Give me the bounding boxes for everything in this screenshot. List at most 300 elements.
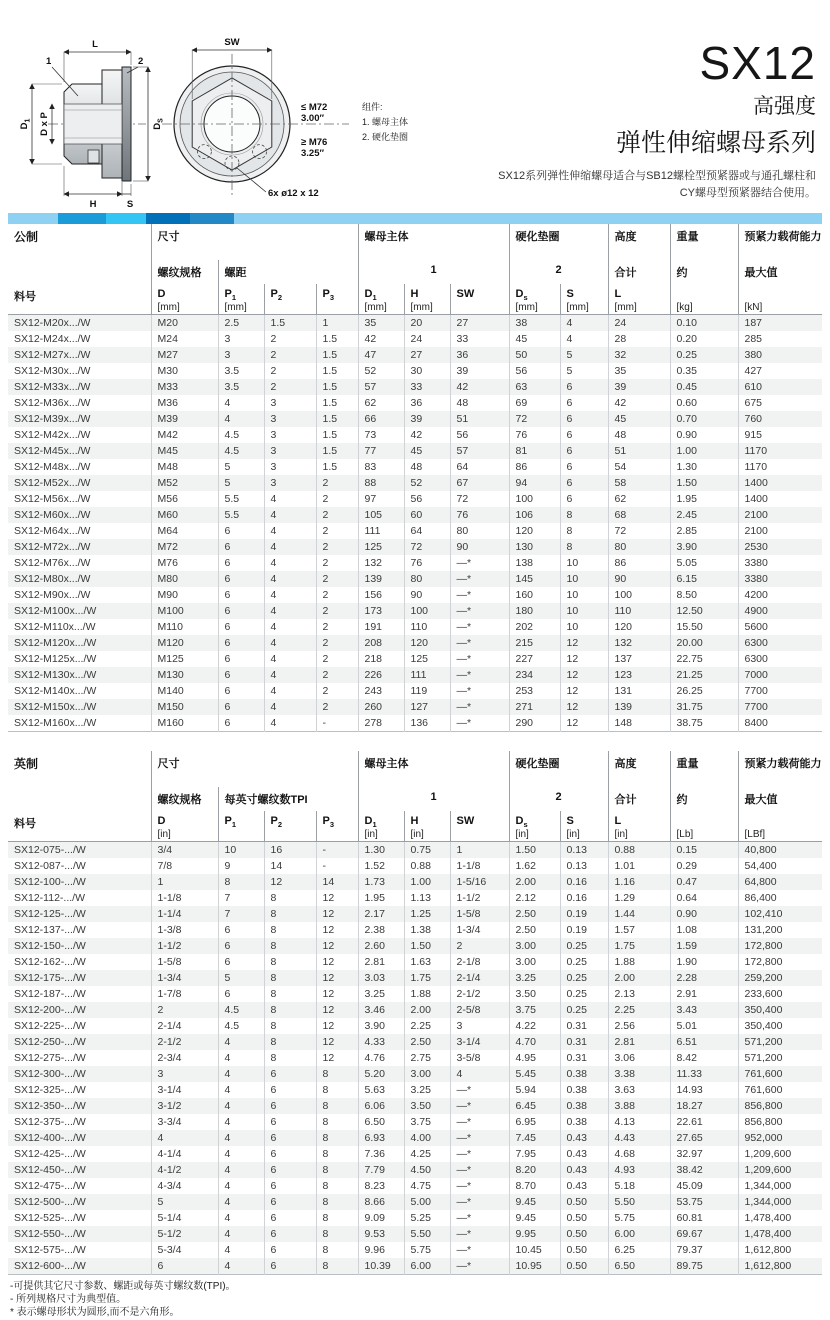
part-number-cell: SX12-100-.../W [14, 875, 86, 888]
value-cell: 3.25 [404, 1082, 450, 1098]
part-number-cell: SX12-375-.../W [14, 1115, 86, 1128]
value-cell: 4 [218, 1258, 264, 1275]
table-row [8, 443, 822, 459]
part-number-cell: SX12-M125x.../W [14, 652, 97, 665]
value-cell: 1.88 [404, 986, 450, 1002]
value-cell: 90 [608, 571, 670, 587]
value-cell: 45 [608, 411, 670, 427]
value-cell: 6 [218, 922, 264, 938]
value-cell: 102,410 [738, 906, 822, 922]
value-cell: 5.5 [218, 507, 264, 523]
value-cell: 1,344,000 [738, 1178, 822, 1194]
value-cell: 125 [404, 651, 450, 667]
value-cell: 100 [509, 491, 560, 507]
value-cell: 72 [450, 491, 509, 507]
value-cell: 32.97 [670, 1146, 738, 1162]
value-cell: 4 [450, 1066, 509, 1082]
value-cell: 4 [264, 683, 316, 699]
value-cell: 6300 [738, 651, 822, 667]
table-row [8, 1114, 822, 1130]
metric-table [8, 224, 822, 732]
value-cell: 2 [316, 619, 358, 635]
value-cell: 5 [151, 1194, 218, 1210]
page-header [0, 0, 830, 213]
value-cell: 132 [358, 555, 404, 571]
value-cell: 120 [404, 635, 450, 651]
value-cell: 31.75 [670, 699, 738, 715]
col-header-SW: SW [450, 811, 509, 842]
value-cell: 8.70 [509, 1178, 560, 1194]
value-cell: 1.5 [316, 395, 358, 411]
table-row [8, 1130, 822, 1146]
value-cell: 9.45 [509, 1194, 560, 1210]
imperial-table [8, 751, 822, 1275]
value-cell: 4 [218, 1082, 264, 1098]
value-cell: 6 [264, 1178, 316, 1194]
value-cell: 1.75 [608, 938, 670, 954]
value-cell: 1.95 [358, 890, 404, 906]
value-cell: 88 [358, 475, 404, 491]
value-cell: 90 [450, 539, 509, 555]
group-tpi: 每英寸螺纹数TPI [218, 787, 358, 811]
value-cell: M100 [151, 603, 218, 619]
value-cell: 60.81 [670, 1210, 738, 1226]
value-cell: 1,612,800 [738, 1258, 822, 1275]
value-cell: 15.50 [670, 619, 738, 635]
value-cell: 4.76 [358, 1050, 404, 1066]
value-cell: 2.60 [358, 938, 404, 954]
value-cell: —* [450, 1162, 509, 1178]
value-cell: 12 [316, 1034, 358, 1050]
value-cell: 4 [264, 523, 316, 539]
value-cell: 6 [218, 938, 264, 954]
value-cell: 3 [264, 427, 316, 443]
value-cell: 20 [404, 315, 450, 332]
value-cell: 1170 [738, 459, 822, 475]
part-number-cell: SX12-M110x.../W [14, 620, 96, 633]
value-cell: 2100 [738, 523, 822, 539]
value-cell: 4 [218, 1114, 264, 1130]
value-cell: 4-1/2 [151, 1162, 218, 1178]
value-cell: 285 [738, 331, 822, 347]
value-cell: 4 [264, 507, 316, 523]
value-cell: 51 [450, 411, 509, 427]
value-cell: 259,200 [738, 970, 822, 986]
value-cell: 11.33 [670, 1066, 738, 1082]
value-cell: 6.00 [608, 1226, 670, 1242]
value-cell: 1 [450, 842, 509, 859]
value-cell: 6 [218, 954, 264, 970]
value-cell: 24 [608, 315, 670, 332]
part-number-cell: SX12-M39x.../W [14, 412, 91, 425]
value-cell: 6 [264, 1258, 316, 1275]
group-height: 高度 [608, 224, 670, 260]
value-cell: 1.52 [358, 858, 404, 874]
value-cell: 4 [218, 1146, 264, 1162]
band-segment [106, 213, 146, 224]
value-cell: 2 [316, 555, 358, 571]
value-cell: 3-1/4 [450, 1034, 509, 1050]
value-cell: 2 [316, 635, 358, 651]
value-cell: 57 [450, 443, 509, 459]
value-cell: 1.88 [608, 954, 670, 970]
value-cell: 6.50 [608, 1258, 670, 1275]
value-cell: 4.13 [608, 1114, 670, 1130]
value-cell: 0.64 [670, 890, 738, 906]
value-cell: 0.19 [560, 922, 608, 938]
value-cell: 148 [608, 715, 670, 732]
value-cell: 12 [316, 922, 358, 938]
value-cell: 3.00 [509, 954, 560, 970]
value-cell: 2.25 [404, 1018, 450, 1034]
col-header-Ds: $D_s$ [mm] [509, 284, 560, 315]
part-number-cell: SX12-425-.../W [14, 1147, 86, 1160]
value-cell: 6 [264, 1082, 316, 1098]
value-cell: 8.50 [670, 587, 738, 603]
value-cell: 0.31 [560, 1034, 608, 1050]
value-cell: 4 [218, 1226, 264, 1242]
value-cell: 4 [264, 555, 316, 571]
value-cell: 6.15 [670, 571, 738, 587]
value-cell: 48 [450, 395, 509, 411]
value-cell: 1.00 [670, 443, 738, 459]
value-cell: 32 [608, 347, 670, 363]
value-cell: 0.50 [560, 1226, 608, 1242]
value-cell: 6 [560, 491, 608, 507]
value-cell: 2 [264, 363, 316, 379]
value-cell: 4.33 [358, 1034, 404, 1050]
table-row [8, 475, 822, 491]
value-cell: 127 [404, 699, 450, 715]
value-cell: 9.96 [358, 1242, 404, 1258]
group-thread-spec: 螺纹规格 [151, 260, 218, 284]
value-cell: 8400 [738, 715, 822, 732]
value-cell: 2 [316, 667, 358, 683]
value-cell: 14 [264, 858, 316, 874]
value-cell: 3-5/8 [450, 1050, 509, 1066]
legend-item-nut-body: 1. 螺母主体 [362, 117, 409, 127]
table-row [8, 922, 822, 938]
value-cell: 3.50 [404, 1098, 450, 1114]
value-cell: 6 [218, 667, 264, 683]
value-cell: 0.43 [560, 1178, 608, 1194]
value-cell: 73 [358, 427, 404, 443]
value-cell: 76 [509, 427, 560, 443]
value-cell: 0.25 [560, 954, 608, 970]
table-row [8, 1034, 822, 1050]
value-cell: —* [450, 1082, 509, 1098]
group-height-sub: 合计 [608, 260, 670, 284]
value-cell: 5.5 [218, 491, 264, 507]
part-number-cell: SX12-M45x.../W [14, 444, 91, 457]
value-cell: 0.15 [670, 842, 738, 859]
value-cell: 3.38 [608, 1066, 670, 1082]
value-cell: —* [450, 555, 509, 571]
value-cell: 0.60 [670, 395, 738, 411]
value-cell: 1.75 [404, 970, 450, 986]
table-row [8, 635, 822, 651]
value-cell: 21.25 [670, 667, 738, 683]
value-cell: 80 [608, 539, 670, 555]
item-1-label: 1 [46, 56, 52, 67]
part-number-cell: SX12-275-.../W [14, 1051, 86, 1064]
value-cell: 2-5/8 [450, 1002, 509, 1018]
value-cell: 28 [608, 331, 670, 347]
value-cell: 136 [404, 715, 450, 732]
value-cell: 1,478,400 [738, 1210, 822, 1226]
value-cell: 0.19 [560, 906, 608, 922]
value-cell: 4 [218, 1210, 264, 1226]
value-cell: 12 [316, 970, 358, 986]
value-cell: 4.70 [509, 1034, 560, 1050]
value-cell: 9.09 [358, 1210, 404, 1226]
value-cell: M90 [151, 587, 218, 603]
table-row [8, 906, 822, 922]
part-number-cell: SX12-M30x.../W [14, 364, 91, 377]
table-row [8, 347, 822, 363]
value-cell: 952,000 [738, 1130, 822, 1146]
value-cell: 2 [316, 603, 358, 619]
value-cell: 12 [316, 890, 358, 906]
value-cell: 8 [264, 954, 316, 970]
value-cell: 39 [450, 363, 509, 379]
value-cell: M140 [151, 683, 218, 699]
value-cell: M27 [151, 347, 218, 363]
value-cell: 2-1/2 [450, 986, 509, 1002]
col-header-D1: $D_1$ [mm] [358, 284, 404, 315]
value-cell: 9.95 [509, 1226, 560, 1242]
value-cell: 8 [316, 1130, 358, 1146]
value-cell: —* [450, 715, 509, 732]
value-cell: 1400 [738, 475, 822, 491]
value-cell: 4 [264, 715, 316, 732]
value-cell: 45 [509, 331, 560, 347]
value-cell: 2 [450, 938, 509, 954]
value-cell: 2 [316, 651, 358, 667]
legend-title: 组件: [362, 102, 383, 112]
table-row [8, 523, 822, 539]
value-cell: 4.93 [608, 1162, 670, 1178]
col-header-P3: $P_3$ [316, 284, 358, 315]
part-number-cell: SX12-225-.../W [14, 1019, 86, 1032]
value-cell: 7700 [738, 683, 822, 699]
value-cell: M160 [151, 715, 218, 732]
value-cell: 9.53 [358, 1226, 404, 1242]
value-cell: M39 [151, 411, 218, 427]
value-cell: 278 [358, 715, 404, 732]
table-row [8, 491, 822, 507]
value-cell: 130 [509, 539, 560, 555]
value-cell: 63 [509, 379, 560, 395]
part-number-cell: SX12-M64x.../W [14, 524, 91, 537]
value-cell: 72 [404, 539, 450, 555]
value-cell: 3 [218, 347, 264, 363]
value-cell: 4.25 [404, 1146, 450, 1162]
value-cell: 6.06 [358, 1098, 404, 1114]
value-cell: 7.36 [358, 1146, 404, 1162]
group-weight: 重量 [670, 751, 738, 787]
part-number-cell: SX12-075-.../W [14, 843, 86, 856]
value-cell: 4 [218, 1066, 264, 1082]
col-header-kg: [kg] [670, 284, 738, 315]
part-number-cell: SX12-M120x.../W [14, 636, 97, 649]
value-cell: 8 [316, 1114, 358, 1130]
value-cell: 139 [358, 571, 404, 587]
value-cell: 0.25 [560, 938, 608, 954]
value-cell: 0.16 [560, 874, 608, 890]
value-cell: 1 [316, 315, 358, 332]
value-cell: 1,209,600 [738, 1146, 822, 1162]
col-header-Lb: [Lb] [670, 811, 738, 842]
value-cell: 5.75 [404, 1242, 450, 1258]
value-cell: 12 [316, 938, 358, 954]
value-cell: 4.00 [404, 1130, 450, 1146]
table-row [8, 619, 822, 635]
value-cell: 0.70 [670, 411, 738, 427]
dim-label-S: S [126, 199, 134, 210]
value-cell: 5.00 [404, 1194, 450, 1210]
value-cell: - [316, 858, 358, 874]
value-cell: 10.45 [509, 1242, 560, 1258]
value-cell: 33 [404, 379, 450, 395]
value-cell: 42 [358, 331, 404, 347]
value-cell: 110 [608, 603, 670, 619]
group-washer: 硬化垫圈 [509, 751, 608, 787]
table-row [8, 411, 822, 427]
value-cell: 10 [560, 619, 608, 635]
value-cell: 6 [264, 1066, 316, 1082]
value-cell: 58 [608, 475, 670, 491]
value-cell: 2.85 [670, 523, 738, 539]
band-segment [234, 213, 822, 224]
value-cell: 10.39 [358, 1258, 404, 1275]
group-weight-sub: 约 [670, 787, 738, 811]
value-cell: 260 [358, 699, 404, 715]
value-cell: 350,400 [738, 1002, 822, 1018]
value-cell: 22.75 [670, 651, 738, 667]
value-cell: 180 [509, 603, 560, 619]
value-cell: —* [450, 1178, 509, 1194]
part-number-cell: SX12-575-.../W [14, 1243, 86, 1256]
value-cell: 12 [316, 1050, 358, 1066]
thread-note-large: ≥ M76 [301, 137, 328, 148]
imperial-table-body [8, 842, 822, 1275]
value-cell: —* [450, 1258, 509, 1275]
value-cell: 1.30 [358, 842, 404, 859]
part-number-cell: SX12-325-.../W [14, 1083, 86, 1096]
group-size: 尺寸 [151, 224, 358, 260]
value-cell: 571,200 [738, 1034, 822, 1050]
value-cell: 119 [404, 683, 450, 699]
value-cell: 7 [218, 906, 264, 922]
value-cell: 3.5 [218, 363, 264, 379]
part-number-cell: SX12-175-.../W [14, 971, 86, 984]
value-cell: 100 [404, 603, 450, 619]
value-cell: 1,478,400 [738, 1226, 822, 1242]
value-cell: 2530 [738, 539, 822, 555]
footnote: -可提供其它尺寸参数、螺距或每英寸螺纹数(TPI)。 [10, 1281, 236, 1292]
value-cell: 3-1/2 [151, 1098, 218, 1114]
value-cell: 62 [358, 395, 404, 411]
value-cell: 4.5 [218, 427, 264, 443]
value-cell: 6 [218, 683, 264, 699]
value-cell: 35 [358, 315, 404, 332]
value-cell: 6 [218, 587, 264, 603]
value-cell: 67 [450, 475, 509, 491]
value-cell: 0.90 [670, 427, 738, 443]
value-cell: 5.25 [404, 1210, 450, 1226]
value-cell: 271 [509, 699, 560, 715]
value-cell: 8 [316, 1194, 358, 1210]
value-cell: 4.68 [608, 1146, 670, 1162]
value-cell: 8 [264, 1050, 316, 1066]
value-cell: 8 [316, 1242, 358, 1258]
part-number-cell: SX12-M52x.../W [14, 476, 91, 489]
value-cell: 6 [560, 475, 608, 491]
table-row [8, 1194, 822, 1210]
value-cell: 12 [264, 874, 316, 890]
value-cell: 9 [218, 858, 264, 874]
value-cell: 12 [316, 906, 358, 922]
dim-label-H: H [89, 199, 97, 210]
part-number-cell: SX12-500-.../W [14, 1195, 86, 1208]
value-cell: 1.95 [670, 491, 738, 507]
value-cell: 0.75 [404, 842, 450, 859]
value-cell: 6 [218, 715, 264, 732]
value-cell: 5 [218, 459, 264, 475]
value-cell: 761,600 [738, 1082, 822, 1098]
value-cell: 2.38 [358, 922, 404, 938]
value-cell: 0.25 [560, 986, 608, 1002]
value-cell: 42 [608, 395, 670, 411]
value-cell: 2-1/4 [151, 1018, 218, 1034]
value-cell: 123 [608, 667, 670, 683]
value-cell: 610 [738, 379, 822, 395]
value-cell: 4 [218, 1050, 264, 1066]
value-cell: 16 [264, 842, 316, 859]
group-preload: 预紧力载荷能力 [738, 751, 822, 787]
value-cell: 1-3/4 [151, 970, 218, 986]
value-cell: M60 [151, 507, 218, 523]
title-block [498, 37, 816, 201]
system-label: 公制 [14, 230, 39, 244]
value-cell: 8 [316, 1258, 358, 1275]
value-cell: 30 [404, 363, 450, 379]
value-cell: 215 [509, 635, 560, 651]
value-cell: 4 [264, 587, 316, 603]
value-cell: 243 [358, 683, 404, 699]
value-cell: 8 [264, 970, 316, 986]
part-number-cell: SX12-M42x.../W [14, 428, 91, 441]
value-cell: 2 [151, 1002, 218, 1018]
value-cell: 6 [218, 603, 264, 619]
system-label: 英制 [14, 757, 39, 771]
value-cell: 8 [560, 507, 608, 523]
value-cell: —* [450, 651, 509, 667]
value-cell: 233,600 [738, 986, 822, 1002]
value-cell: 2 [264, 331, 316, 347]
value-cell: 4 [264, 651, 316, 667]
value-cell: 6.25 [608, 1242, 670, 1258]
band-segment [58, 213, 106, 224]
value-cell: 106 [509, 507, 560, 523]
value-cell: 4 [560, 315, 608, 332]
value-cell: 675 [738, 395, 822, 411]
col-header-D: D [in] [151, 811, 218, 842]
value-cell: 4.75 [404, 1178, 450, 1194]
value-cell: 62 [608, 491, 670, 507]
value-cell: 2 [316, 587, 358, 603]
